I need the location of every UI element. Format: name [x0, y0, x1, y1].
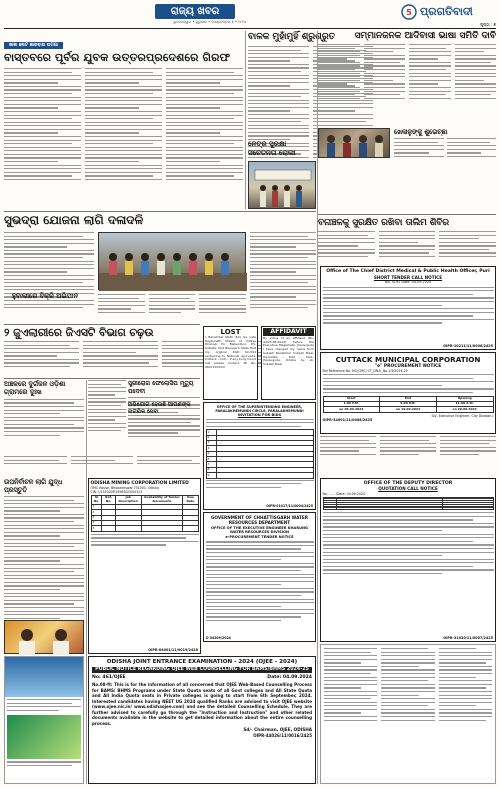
ojee-footer: OIPR-44026/11/0016/2425 [253, 732, 312, 738]
photo-bypoll [4, 620, 84, 654]
wr-subtitle: OFFICE OF THE EXECUTIVE ENGINEER KHARUNG WATER RESOURCES DIVISION [211, 525, 308, 535]
omc-subtitle: OMC House, Bhubaneswar-751001, Odisha [90, 485, 159, 490]
headline-4: ସୁଭଦ୍ରା ଯୋଜନା ଲାଗି ଦଳାଦଳି [4, 213, 144, 227]
omc-title: ODISHA MINING CORPORATION LIMITED [90, 480, 189, 486]
dd-subtitle: QUOTATION CALL NOTICE [378, 486, 438, 492]
meeting-photo-icon [99, 233, 247, 291]
cmc-cell: 5.00 P.M. [380, 401, 437, 406]
omc-header: Ref. No. [102, 495, 115, 504]
dd-ref: No. ...... /Date: 04.09.2024 [322, 491, 365, 496]
cmc-subtitle: "e" PROCUREMENT NOTICE [374, 363, 442, 369]
dd-table [323, 497, 494, 510]
section-rule [4, 378, 200, 379]
dateline: ଭୁବନେଶ୍ୱର • ଗୁରୁବାର • ସେପ୍ଟେମ୍ବର ୫ • ୨୦୨୪ [173, 20, 247, 24]
cmc-cell: on 05.09.2024 [323, 407, 380, 412]
cmc-cell: on 20.09.2024 [436, 407, 493, 412]
wr-ref: e-PROCUREMENT TENDER NOTICE [225, 534, 294, 539]
headline-8: ଅଞ୍ଚଳରେ ଦୁର୍ଗଜନ ଓଡ଼ିଶା ଗ୍ରାମରେ ଦୁଃଖ [4, 380, 66, 397]
kicker-top-left: ଜାଲ ନୋଟ କାରବାର ଘଟଣା [4, 42, 63, 49]
lost-body: I, Banabihar Malik (54), So. Late Raghunath Malick of Village Dhanaji, Po. Baikantpur, P.S. Kolkata, Dist Nayagarh State that my original RGD No.594 pertaining to National Ayurveda, Cuttack ...lost... If any body found lost please contact. Ph No. 9827XXXXXX [205, 335, 256, 369]
ojee-notice-no: No: 461/OJEE [92, 675, 126, 681]
photo-subhadra [98, 232, 246, 290]
column-rule [86, 380, 87, 784]
cmc-schedule-table [323, 396, 494, 413]
sub-headline-10: ଉପନିର୍ବାଚନ ଲାଗି ଯୁଦ୍ଧ ପ୍ରସ୍ତୁତି [4, 478, 63, 494]
omc-header: Sl No. [91, 495, 102, 504]
ad-deputy-director [320, 478, 496, 642]
dd-footer: OIPR-31010/11/0007/2425 [443, 636, 493, 640]
section-title-banner [155, 4, 235, 19]
story-1-body [4, 68, 243, 183]
story-right-bottom [320, 436, 496, 476]
dd-title: OFFICE OF THE DEPUTY DIRECTOR [363, 480, 453, 486]
story-village-grief [4, 380, 84, 452]
ad-strip-block-2 [7, 715, 81, 759]
story-tribal-body [318, 44, 496, 126]
ad-superintending [203, 402, 316, 510]
lost-title: LOST [220, 328, 241, 336]
omc-header: Job Description [115, 495, 141, 504]
wr-title: GOVERNMENT OF CHHATTISGARH WATER RESOURCES DEPARTMENT [211, 514, 308, 525]
section-rule [4, 324, 200, 325]
paper-logo [400, 4, 495, 20]
story-complaints [128, 402, 200, 454]
ojee-title: ODISHA JOINT ENTRANCE EXAMINATION - 2024 (OJEE - 2024) [106, 659, 298, 665]
ojee-subtitle: PUBLIC NOTICE REGARDING OJEE WEB COUNSELLING FOR BAMS/BHMS 2024-25 [92, 667, 312, 673]
cmc-header-start: Start [323, 396, 380, 401]
paper-name: ପ୍ରଗତିବାଦୀ [420, 5, 473, 18]
cmc-title: CUTTACK MUNICIPAL CORPORATION [335, 354, 481, 364]
photo-eye-rally [248, 161, 316, 209]
se-subtitle: INVITATION FOR BIDS [237, 412, 282, 417]
headline-6: ବନାଞ୍ଚଳକୁ ସୁରକ୍ଷିତ ରଖିବା ତାଲିମ ଶିବିର [318, 218, 449, 228]
omc-header: Availability of Tender Documents [141, 495, 183, 504]
dmho-subtitle: SHORT TENDER CALL NOTICE [373, 275, 443, 281]
story-4-body-right [250, 232, 316, 322]
headline-10: ଅଭିଯୋଗ ହେଉଛି ଆପଣଙ୍କ ନାଗରିକ ସେବା [128, 402, 191, 415]
headline-2: ବାଳକ ମୁହାଁମୁହିଁ ଶ୍ରୁଶ୍ରୁତ [248, 32, 336, 42]
ad-affidavit [261, 326, 316, 400]
omc-cin: CIN: U13100OR1956SGC000313 [90, 489, 143, 494]
ojee-meta [92, 675, 312, 681]
section-rule [4, 211, 316, 212]
headline-9: ସ୍ତ୍ରୀରୋଗ ଫେଲୋସିପ ମୃତ୍ୟୁ ପଦେବୀ [128, 380, 194, 395]
column-rule [317, 31, 318, 784]
ad-cmc [320, 352, 496, 434]
logo-emblem-icon [400, 4, 418, 20]
headline-7: ୨ ଜୁଏଲାରୀରେ ଜିଏସଟି ବିଭାଗ ଚଢ଼ଉ [4, 326, 154, 339]
ojee-date: Date: 04.09.2024 [267, 675, 312, 681]
wr-footer: D 34209/2024 [206, 636, 231, 640]
players-photo-icon [319, 129, 391, 159]
headline-1: ବାସ୍ତବରେ ପୂର୍ବର ଯୁବକ ଉତ୍ତରପ୍ରଦେଶରେ ଗିରଫ [4, 51, 231, 64]
section-title: ରାଜ୍ୟ ଖବର [170, 6, 220, 17]
photo-players [318, 128, 390, 158]
cmc-footer: OIPR-34001/11/0008/2425 [322, 417, 373, 422]
masthead [0, 0, 500, 30]
rally-photo-icon [249, 162, 317, 210]
sub-headline-6b: ହୁବାଲୀରେ ବିକ୍ରି ଅଭିଯାନ [12, 292, 79, 300]
cmc-cell: 1.00 P.M. [323, 401, 380, 406]
se-footer: OIPR-01017/11/0004/2425 [266, 504, 313, 508]
story-forest-training [318, 218, 496, 264]
dmho-footer: OIPR-10211/11/0006/2425 [443, 344, 493, 348]
story-misc-body [4, 456, 200, 476]
omc-footer: OIPR-04001/11/0019/2425 [148, 648, 198, 652]
story-4-body [4, 232, 94, 322]
page-label: ପୃଷ୍ଠା : ୭ [480, 22, 496, 27]
ad-dmho-puri [320, 266, 496, 350]
omc-table: Sl No. Ref. No. Job Description Availability of Tender Documents Due Date 1 2 3 4 5 [91, 495, 199, 532]
story-players-body [394, 138, 496, 160]
headline-5: ନେତ୍ର ସୁରକ୍ଷା ସଚେତନତା ରୋଲୀ [248, 140, 296, 157]
se-title: OFFICE OF THE SUPERINTENDING ENGINEER, PARALAKHEMUNDI CIRCLE, PARALAKHEMUNDI [215, 404, 304, 413]
cmc-header-opening: Opening [436, 396, 493, 401]
affidavit-title: AFFIDAVIT [263, 328, 314, 336]
masthead-rule [4, 28, 496, 29]
se-table: 1 2 3 4 5 6 7 8 9 [206, 429, 314, 478]
omc-header: Due Date [183, 495, 198, 504]
ad-strip-block-1 [5, 657, 83, 697]
photo-right-bottom [320, 644, 496, 784]
cmc-cell: on 19.09.2024 [380, 407, 437, 412]
cmc-cell: 11.00 A.M. [436, 401, 493, 406]
cmc-signatory: Sd/- Executive Engineer, City Division-I [431, 413, 494, 418]
ad-ojee [88, 656, 316, 784]
cmc-bid-ref: Bid Reference No. MC(CMC) CT_DN-II_No.1/3/2024-25 [322, 368, 408, 373]
ojee-body: No.08-ft: This is for the information of all concerned that OJEE Web-Based Counselling Process for BAMS/ BHMS Programs under State Quota seats of all Govt colleges and All State Quota and All India Quota seats in Private colleges is going to start from 6th September, 2024. Interested candidates having NEET UG 2024 qualified Ranks are advised to visit OJEE website (www.ojee.nic.in/ www.odishaojee.com) and see the detailed Counselling Schedule. They are further advised to carefully go through the "Instruction and Instruction" and other related documents available in the website to get detailed information about the entire counselling process. [92, 682, 312, 726]
story-citizen-service [88, 380, 126, 452]
affidavit-body: By virtue of an affidavit (No-44/23.08.2024) before the Executive Magistrate, Jharsuguda I have changed my name from Subash Banabihar Subash Bisai, Hemalata ... that ... Dist.-Jharsuguda, Odisha by sh. Subash Bisai [263, 336, 314, 366]
dmho-title: Office of The Chief District Medical & Public Health Officer, Puri [326, 268, 490, 274]
ad-strip-left [4, 656, 84, 784]
sub-headline-3: ଖେଳାଳୁଙ୍କୁ ଶୁଭେଚ୍ଛା [394, 128, 448, 136]
ad-lost [203, 326, 258, 400]
story-sale-body [98, 294, 246, 324]
dmho-tender-no: No. 4192 Date: 04.09.2024 [384, 280, 432, 285]
column-rule [245, 31, 246, 209]
svg-text:5: 5 [406, 8, 412, 17]
headline-3: ସମ୍ମାନଜନକ ଆଦିବାସୀ ଭାଷା ସମିତି ଦାବି [354, 31, 496, 41]
cmc-header-end: End [380, 396, 437, 401]
ad-water-resources [203, 512, 316, 642]
bypoll-photo-icon [5, 621, 85, 655]
ad-omc [88, 478, 201, 654]
ojee-signatory: Sd/- Chairman, OJEE, ODISHA [243, 727, 312, 733]
section-rule [318, 214, 496, 215]
story-fake-currency [4, 31, 243, 211]
